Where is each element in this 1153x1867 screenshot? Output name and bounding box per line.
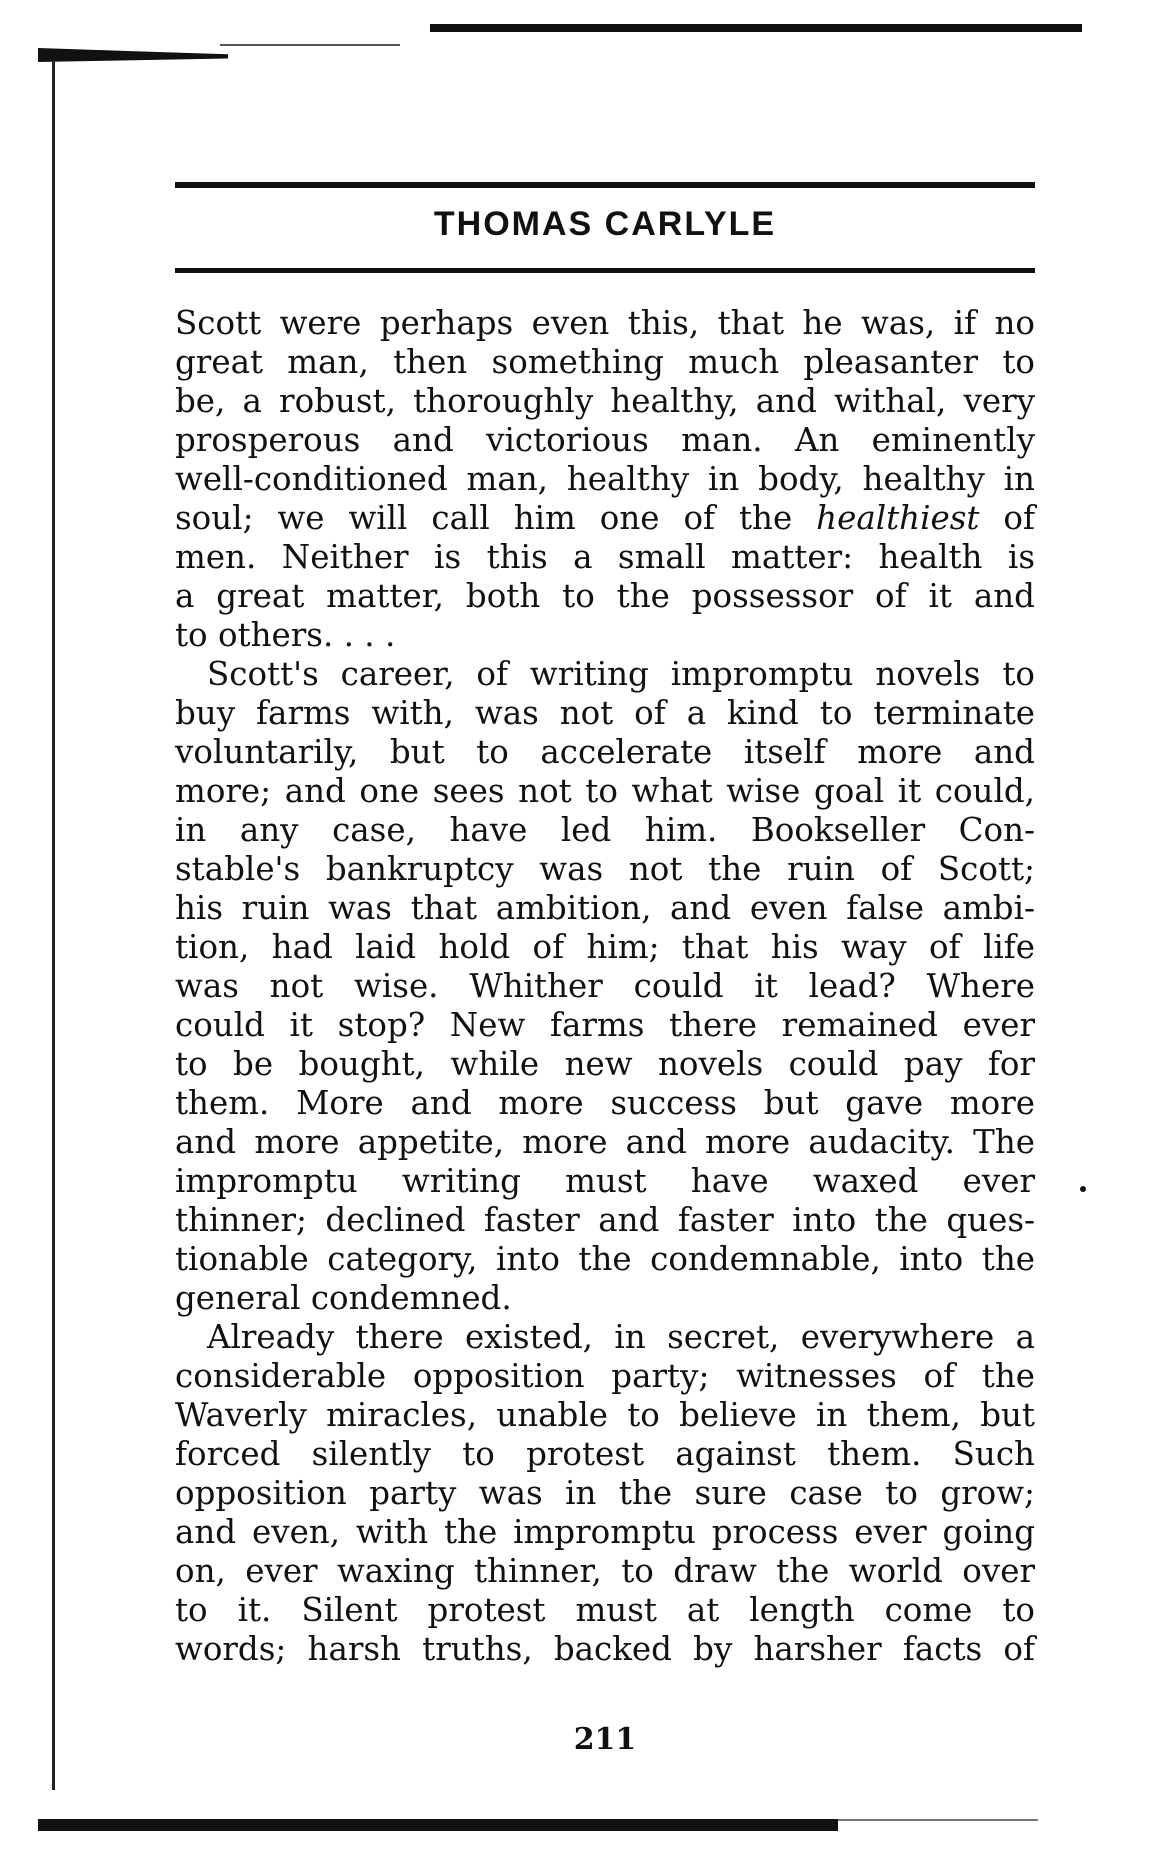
page-number: 211 <box>573 1722 637 1757</box>
text-line: could it stop? New farms there remained ever <box>175 1006 1035 1044</box>
text-line: them. More and more success but gave more <box>175 1084 1035 1122</box>
header-rule-bottom <box>175 268 1035 273</box>
scan-frame-mark <box>38 1819 838 1831</box>
text-line: forced silently to protest against them. Such <box>175 1435 1035 1473</box>
text-line: on, ever waxing thinner, to draw the world over <box>175 1552 1035 1590</box>
text-line: and even, with the impromptu process ever going <box>175 1513 1035 1551</box>
scan-frame-mark <box>52 60 55 1790</box>
text-line: words; harsh truths, backed by harsher facts of <box>175 1630 1035 1668</box>
text-line: and more appetite, more and more audacity. The <box>175 1123 1035 1161</box>
scan-frame-mark <box>38 48 228 62</box>
text-line: considerable opposition party; witnesses of the <box>175 1357 1035 1395</box>
scan-frame-mark <box>430 24 1082 32</box>
text-line: his ruin was that ambition, and even false ambi- <box>175 889 1035 927</box>
text-line: impromptu writing must have waxed ever <box>175 1162 1035 1200</box>
text-line: to be bought, while new novels could pay for <box>175 1045 1035 1083</box>
text-line: prosperous and victorious man. An eminently <box>175 421 1035 459</box>
emphasis: healthiest <box>816 499 980 537</box>
print-speck <box>1080 1186 1086 1192</box>
text-line: soul; we will call him one of the healthiest of <box>175 499 1035 537</box>
text-line: thinner; declined faster and faster into the ques- <box>175 1201 1035 1239</box>
text-line: Waverly miracles, unable to believe in them, but <box>175 1396 1035 1434</box>
text-line: great man, then something much pleasanter to <box>175 343 1035 381</box>
text-line: Scott were perhaps even this, that he was, if no <box>175 304 1035 342</box>
text-line: men. Neither is this a small matter: health is <box>175 538 1035 576</box>
text-line: tionable category, into the condemnable, into the <box>175 1240 1035 1278</box>
text-line: was not wise. Whither could it lead? Where <box>175 967 1035 1005</box>
text-line: opposition party was in the sure case to grow; <box>175 1474 1035 1512</box>
text-line: Already there existed, in secret, everywhere a <box>207 1318 1035 1356</box>
text-line: more; and one sees not to what wise goal it could, <box>175 772 1035 810</box>
text-line: stable's bankruptcy was not the ruin of Scott; <box>175 850 1035 888</box>
text-line: well-conditioned man, healthy in body, healthy in <box>175 460 1035 498</box>
text-line: to others. . . . <box>175 616 396 654</box>
running-title: THOMAS CARLYLE <box>433 205 777 243</box>
text-line: general condemned. <box>175 1279 512 1317</box>
text-line: buy farms with, was not of a kind to terminate <box>175 694 1035 732</box>
scan-frame-mark <box>220 44 400 46</box>
text-line: tion, had laid hold of him; that his way of life <box>175 928 1035 966</box>
text-line: be, a robust, thoroughly healthy, and withal, very <box>175 382 1035 420</box>
text-line: Scott's career, of writing impromptu novels to <box>207 655 1035 693</box>
text-line: in any case, have led him. Bookseller Con- <box>175 811 1035 849</box>
scan-frame-mark <box>838 1819 1038 1821</box>
text-line: to it. Silent protest must at length come to <box>175 1591 1035 1629</box>
header-rule-top <box>175 182 1035 188</box>
body-text <box>175 304 1035 1669</box>
text-line: a great matter, both to the possessor of it and <box>175 577 1035 615</box>
text-line: voluntarily, but to accelerate itself more and <box>175 733 1035 771</box>
